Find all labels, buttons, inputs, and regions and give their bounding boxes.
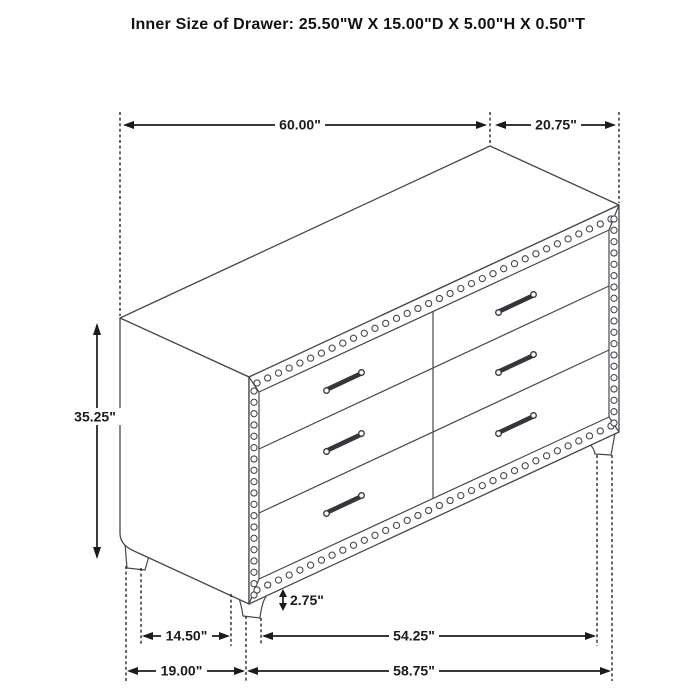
nailhead-stud — [251, 479, 257, 485]
nailhead-stud — [468, 281, 474, 287]
dimension-arrowhead — [142, 632, 153, 640]
dimension-arrowhead — [585, 632, 596, 640]
nailhead-stud — [597, 428, 603, 434]
dim-label-feet-width-spacing: 54.25" — [393, 627, 435, 644]
nailhead-stud — [501, 473, 507, 479]
nailhead-stud — [251, 524, 257, 530]
handle-end-loop — [496, 370, 502, 376]
nailhead-stud — [468, 488, 474, 494]
nailhead-stud — [611, 239, 617, 245]
nailhead-stud — [415, 512, 421, 518]
nailhead-stud — [404, 517, 410, 523]
nailhead-stud — [611, 261, 617, 267]
nailhead-stud — [286, 365, 292, 371]
dimension-arrowhead — [93, 323, 101, 335]
nailhead-stud — [554, 448, 560, 454]
dimension-arrowhead — [219, 632, 230, 640]
nailhead-stud — [426, 300, 432, 306]
nailhead-stud — [611, 420, 617, 426]
handle-end-loop — [359, 431, 365, 437]
dimension-arrowhead — [123, 121, 134, 129]
nailhead-stud — [297, 567, 303, 573]
dimension-arrowhead — [262, 632, 273, 640]
nailhead-stud — [275, 370, 281, 376]
nailhead-stud — [611, 375, 617, 381]
nailhead-stud — [554, 241, 560, 247]
nailhead-stud — [447, 290, 453, 296]
nailhead-stud — [586, 226, 592, 232]
dimension-arrowhead — [93, 547, 101, 559]
handle-end-loop — [496, 431, 502, 437]
dim-label-overall-width: 60.00" — [279, 116, 321, 133]
handle-end-loop — [359, 493, 365, 499]
nailhead-stud — [383, 527, 389, 533]
nailhead-stud — [318, 557, 324, 563]
nailhead-stud — [576, 438, 582, 444]
nailhead-stud — [265, 375, 271, 381]
nailhead-stud — [415, 305, 421, 311]
handle-end-loop — [531, 292, 537, 298]
nailhead-stud — [297, 360, 303, 366]
dimension-arrowhead — [476, 121, 487, 129]
handle-end-loop — [531, 352, 537, 358]
nailhead-stud — [393, 522, 399, 528]
nailhead-stud — [286, 572, 292, 578]
nailhead-stud — [251, 445, 257, 451]
nailhead-stud — [329, 345, 335, 351]
nailhead-stud — [383, 320, 389, 326]
nailhead-stud — [251, 433, 257, 439]
dresser-drawing — [120, 146, 619, 618]
nailhead-stud — [522, 463, 528, 469]
dimension-arrowhead — [247, 667, 258, 675]
dim-label-foot-height: 2.75" — [290, 592, 324, 608]
dimension-arrowhead — [127, 667, 138, 675]
dim-label-base-width: 58.75" — [393, 662, 435, 679]
nailhead-stud — [490, 271, 496, 277]
dimension-arrowhead — [495, 121, 506, 129]
nailhead-stud — [544, 453, 550, 459]
dim-label-base-depth: 19.00" — [160, 662, 203, 679]
nailhead-stud — [251, 399, 257, 405]
nailhead-stud — [350, 542, 356, 548]
nailhead-stud — [361, 330, 367, 336]
nailhead-stud — [611, 329, 617, 335]
nailhead-stud — [436, 502, 442, 508]
nailhead-stud — [436, 295, 442, 301]
nailhead-stud — [611, 386, 617, 392]
dimension-arrowhead — [234, 667, 245, 675]
nailhead-stud — [251, 547, 257, 553]
nailhead-stud — [254, 587, 260, 593]
nailhead-stud — [265, 582, 271, 588]
nailhead-stud — [251, 501, 257, 507]
nailhead-stud — [426, 507, 432, 513]
dim-label-feet-depth-spacing: 14.50" — [165, 627, 208, 644]
nailhead-stud — [586, 433, 592, 439]
dimension-arrowhead — [605, 121, 616, 129]
nailhead-stud — [511, 261, 517, 267]
nailhead-stud — [251, 422, 257, 428]
nailhead-stud — [404, 310, 410, 316]
nailhead-stud — [458, 493, 464, 499]
nailhead-stud — [533, 458, 539, 464]
nailhead-stud — [522, 256, 528, 262]
handle-end-loop — [531, 413, 537, 419]
nailhead-stud — [340, 547, 346, 553]
nailhead-stud — [565, 443, 571, 449]
nailhead-stud — [393, 315, 399, 321]
dim-label-overall-depth: 20.75" — [535, 116, 577, 133]
nailhead-stud — [458, 286, 464, 292]
nailhead-stud — [251, 569, 257, 575]
nailhead-stud — [611, 341, 617, 347]
nailhead-stud — [308, 355, 314, 361]
nailhead-stud — [479, 483, 485, 489]
nailhead-stud — [251, 581, 257, 587]
nailhead-stud — [611, 295, 617, 301]
nailhead-stud — [611, 409, 617, 415]
nailhead-stud — [611, 284, 617, 290]
nailhead-stud — [251, 535, 257, 541]
handle-end-loop — [496, 310, 502, 316]
handle-end-loop — [324, 449, 330, 455]
nailhead-stud — [251, 388, 257, 394]
nailhead-stud — [372, 325, 378, 331]
nailhead-stud — [611, 307, 617, 313]
nailhead-stud — [447, 497, 453, 503]
dimension-arrowhead — [279, 603, 287, 611]
nailhead-stud — [308, 562, 314, 568]
nailhead-stud — [501, 266, 507, 272]
handle-end-loop — [324, 511, 330, 517]
nailhead-stud — [251, 456, 257, 462]
nailhead-stud — [611, 250, 617, 256]
nailhead-stud — [611, 227, 617, 233]
nailhead-stud — [611, 273, 617, 279]
nailhead-stud — [254, 380, 260, 386]
nailhead-stud — [533, 251, 539, 257]
nailhead-stud — [251, 558, 257, 564]
nailhead-stud — [597, 221, 603, 227]
page-title: Inner Size of Drawer: 25.50"W X 15.00"D X 5.00"H X 0.50"T — [130, 16, 586, 33]
nailhead-stud — [490, 478, 496, 484]
nailhead-stud — [611, 363, 617, 369]
nailhead-stud — [576, 231, 582, 237]
nailhead-stud — [361, 537, 367, 543]
handle-end-loop — [324, 388, 330, 394]
nailhead-stud — [511, 468, 517, 474]
nailhead-stud — [611, 318, 617, 324]
nailhead-stud — [340, 340, 346, 346]
nailhead-stud — [329, 552, 335, 558]
nailhead-stud — [611, 352, 617, 358]
nailhead-stud — [611, 216, 617, 222]
handle-end-loop — [359, 370, 365, 376]
dimension-arrowhead — [600, 667, 611, 675]
nailhead-stud — [611, 397, 617, 403]
nailhead-stud — [372, 532, 378, 538]
nailhead-stud — [479, 276, 485, 282]
nailhead-stud — [251, 467, 257, 473]
nailhead-stud — [565, 236, 571, 242]
nailhead-stud — [350, 335, 356, 341]
nailhead-stud — [251, 513, 257, 519]
nailhead-stud — [251, 490, 257, 496]
nailhead-stud — [318, 350, 324, 356]
nailhead-stud — [275, 577, 281, 583]
nailhead-stud — [251, 411, 257, 417]
dim-label-overall-height: 35.25" — [74, 408, 116, 425]
nailhead-stud — [544, 246, 550, 252]
